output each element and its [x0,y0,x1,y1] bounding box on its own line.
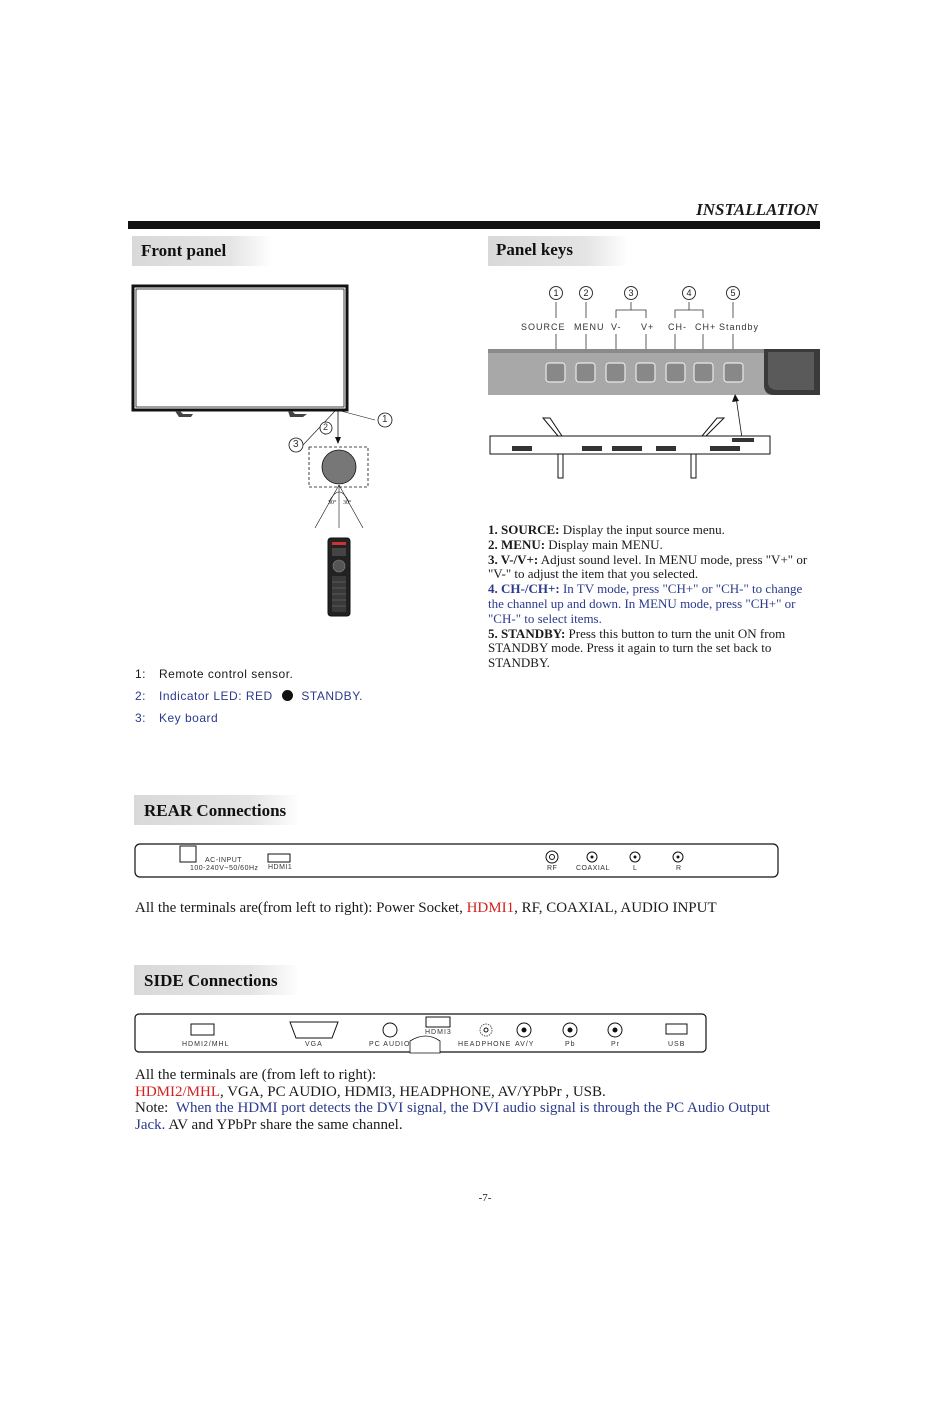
side-label-pb: Pb [565,1041,576,1048]
rear-tab [134,795,300,825]
callout-3: 3 [293,439,299,450]
panel-key-descriptions [488,523,813,671]
rear-label-r: R [676,865,682,872]
desc-menu: 2. MENU: Display main MENU. [488,536,663,552]
key-number-5: 5 [726,286,740,300]
rear-label-ac: AC-INPUT [205,857,243,864]
side-label-pr: Pr [611,1041,620,1048]
page-title: INSTALLATION [696,200,818,219]
panel-key-brackets [488,300,820,320]
side-label-hdmi2: HDMI2/MHL [182,1041,230,1048]
rear-label-ac-rating: 100-240V~50/60Hz [190,865,259,872]
callout-1: 1 [382,414,388,425]
side-label-pc-audio: PC AUDIO [369,1041,411,1048]
key-number-1: 1 [549,286,563,300]
key-label-vminus: V- [611,322,622,332]
side-caption [135,1067,775,1133]
key-number-3: 3 [624,286,638,300]
key-label-chplus: CH+ [695,322,717,332]
desc-channel: 4. CH-/CH+: In TV mode, press "CH+" or "CH-" to change the channel up and down. In MENU mode, press "CH+" or "CH-" to select items. [488,581,803,626]
side-panel-illustration [134,1013,708,1055]
panel-keys-tab [488,236,628,266]
side-caption-line2: HDMI2/MHL, VGA, PC AUDIO, HDMI3, HEADPHONE, AV/YPbPr , USB. [135,1083,606,1100]
panel-keys-title: Panel keys [496,240,573,259]
panel-keys-illustration [488,334,820,486]
side-caption-note: Note: When the HDMI port detects the DVI signal, the DVI audio signal is through the PC Audio Output Jack. AV and YPbPr share the same channel. [135,1100,770,1133]
front-legend [135,667,363,733]
rear-title: REAR Connections [144,801,287,820]
legend-item-1: 1: Remote control sensor. [135,667,294,681]
desc-volume: 3. V-/V+: Adjust sound level. In MENU mode, press "V+" or "V-" to adjust the item that you selected. [488,551,808,582]
front-panel-title: Front panel [141,241,227,260]
key-label-vplus: V+ [641,322,655,332]
side-caption-line1: All the terminals are (from left to right): [135,1067,377,1083]
key-label-menu: MENU [574,322,605,332]
panel-key-labels [488,322,820,334]
legend-item-2: 2: Indicator LED: RED STANDBY. [135,689,363,703]
desc-standby: 5. STANDBY: Press this button to turn the unit ON from STANDBY mode. Press it again to turn the set back to STANDBY. [488,625,786,671]
side-label-hdmi3: HDMI3 [425,1029,452,1036]
side-tab [134,965,300,995]
desc-source: 1. SOURCE: Display the input source menu. [488,522,725,537]
rear-label-rf: RF [547,865,558,872]
header-rule [128,221,820,229]
key-label-standby: Standby [719,322,760,332]
key-label-chminus: CH- [668,322,687,332]
rear-label-l: L [633,865,638,872]
page-number: -7- [478,1192,492,1204]
side-label-av: AV/Y [515,1041,535,1048]
rear-caption: All the terminals are(from left to right): Power Socket, HDMI1, RF, COAXIAL, AUDIO INPUT [135,900,717,916]
front-panel-tab [132,236,272,266]
rear-label-coaxial: COAXIAL [576,865,610,872]
tv-front-illustration [125,280,405,625]
key-number-4: 4 [682,286,696,300]
side-title: SIDE Connections [144,971,278,990]
angle-left: 30° [328,500,337,506]
led-dot-icon [282,690,293,701]
side-label-vga: VGA [305,1041,323,1048]
side-label-headphone: HEADPHONE [458,1041,512,1048]
angle-right: 30° [343,500,352,506]
legend-item-3: 3: Key board [135,711,219,725]
rear-label-hdmi1: HDMI1 [268,864,293,871]
callout-2: 2 [323,422,329,432]
key-label-source: SOURCE [521,322,566,332]
side-label-usb: USB [668,1041,686,1048]
key-number-2: 2 [579,286,593,300]
